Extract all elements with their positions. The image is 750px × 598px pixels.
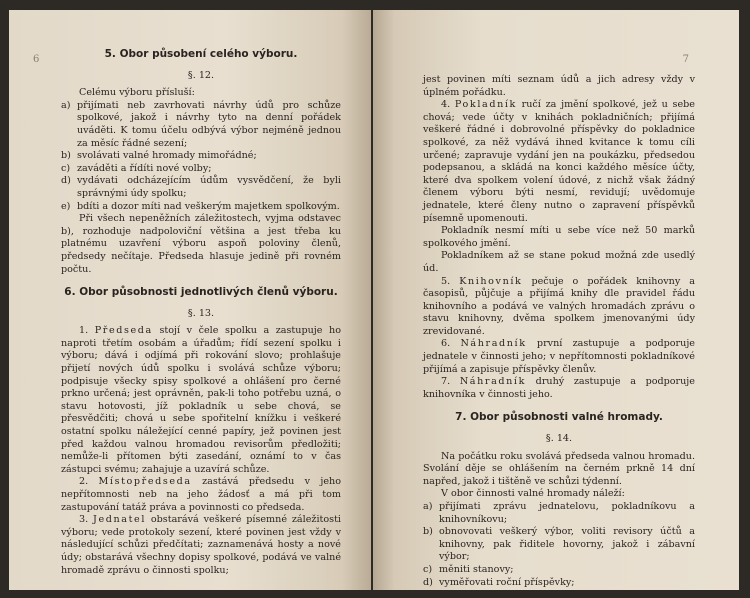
section-12-label: §. 12.: [187, 69, 215, 81]
paragraph-number: 1.: [79, 325, 89, 337]
role-term: Knihovník: [459, 275, 523, 287]
paragraph-text: ručí za jmění spolkové, jež u sebe chová; vede účty v knihách pokladničních; přijímá veškeré řádné i dobrovolné příspěvky do pokladnice spolkové, za něž vydává ihned kvitance k tomu cíli určené; zapravuje vydání jen na poukázku, předsedou podepsanou, a skládá na konci každého měsíce účty, které dva spolkem volení údové, z nichž však žádný členem výboru býti nesmí, revidují; uvědomuje jednatele, které členy nutno o zapravení příspěvků písemně upomenouti.: [423, 99, 695, 224]
list-item: [423, 564, 695, 577]
paragraph-text: zastává předsedu v jeho nepřítomnosti neb na jeho žádosť a má při tom zastupování tatáž práva a povinnosti co předseda.: [61, 476, 341, 513]
page-number: 6: [33, 54, 40, 65]
list-marker: d): [61, 175, 71, 187]
paragraph-pokladnik: [423, 99, 695, 225]
role-term: Místopředseda: [98, 476, 192, 488]
paragraph-number: 7.: [441, 376, 451, 388]
role-term: Pokladník: [454, 99, 517, 111]
list-item: [61, 150, 341, 163]
section-12-list: [61, 100, 341, 213]
list-marker: c): [423, 563, 433, 575]
paragraph-knihovnik: [423, 276, 695, 339]
section-14-list: [423, 501, 695, 589]
page-number: 7: [682, 54, 689, 65]
section-12-intro: Celému výboru přísluší:: [79, 87, 195, 99]
list-text: měniti stanovy;: [439, 563, 514, 575]
role-term: Předseda: [94, 325, 153, 337]
right-page: [373, 10, 739, 590]
paragraph-text: pečuje o pořádek knihovny a časopisů, půjčuje a přijímá knihy dle pravidel řádu knihovního a podává ve valných hromadách zprávu o stavu knihovny, dvěma spolkem jmenovanými údy zrevidované.: [423, 275, 695, 337]
paragraph-number: 4.: [441, 99, 451, 111]
heading-6: 6. Obor působnosti jednotlivých členů výboru.: [64, 286, 338, 299]
list-item: [61, 175, 341, 200]
section-13-label: §. 13.: [187, 307, 215, 319]
left-page: [9, 10, 371, 590]
paragraph-pokladnik-limit: Pokladník nesmí míti u sebe více než 50 marků spolkového jmění.: [423, 225, 695, 249]
paragraph-text: obstarává veškeré písemné záležitosti výboru; vede protokoly sezení, které povinen jest vždy v následující schůzi předčítati; zaznamenává hosty a nové údy; obstarává všechny dopisy spolkové, podává ve valné hromadě zprávu o činnosti spolku;: [61, 514, 341, 576]
list-text: zaváděti a řídíti nové volby;: [77, 162, 212, 174]
list-marker: d): [423, 576, 433, 588]
list-marker: b): [61, 150, 71, 162]
list-item: [61, 100, 341, 150]
list-marker: a): [61, 99, 71, 111]
list-marker: a): [423, 501, 433, 512]
heading-5: 5. Obor působení celého výboru.: [104, 48, 298, 60]
paragraph-nahradnik-1: [423, 338, 695, 376]
paragraph-mistopredseda: [61, 476, 341, 514]
paragraph-text: druhý zastupuje a podporuje knihovníka v činnosti jeho.: [423, 376, 695, 400]
list-marker: b): [423, 526, 433, 538]
section-14-intro: V obor činnosti valné hromady náleží:: [441, 488, 625, 500]
paragraph-number: 5.: [441, 275, 451, 287]
list-item: [61, 163, 341, 176]
section-12-paragraph: Při všech nepeněžních záležitostech, vyjma odstavec b), rozhoduje nadpoloviční většina a jest třeba ku platnému uzavření výboru aspoň poloviny členů, předsedy nečítaje. Předseda hlasuje jedině při rovném počtu.: [61, 213, 341, 275]
list-item: [423, 501, 695, 526]
list-text: vydávati odcházejícím údům vysvědčení, že byli správnými údy spolku;: [77, 175, 341, 199]
list-text: přijímati neb zavrhovati návrhy údů pro schůze spolkové, jakož i návrhy tyto na denní pořádek uváděti. K tomu účelu odbývá výbor nejméně jednou za měsíc řádné sezení;: [77, 99, 341, 149]
paragraph-number: 3.: [79, 514, 89, 526]
paragraph-text: první zastupuje a podporuje jednatele v činnosti jeho; v nepřítomnosti pokladníkové přijímá a zapisuje příspěvky členův.: [423, 338, 695, 375]
paragraph-predseda: [61, 325, 341, 476]
role-term: Náhradník: [459, 376, 527, 388]
list-text: bdíti a dozor míti nad veškerým majetkem spolkovým.: [77, 200, 340, 212]
list-marker: c): [61, 162, 71, 174]
list-text: svolávati valné hromady mimořádné;: [77, 150, 257, 162]
section-14-label: §. 14.: [545, 433, 573, 445]
list-item: [423, 526, 695, 564]
heading-7: 7. Obor působnosti valné hromady.: [455, 411, 663, 424]
list-text: přijímati zprávu jednatelovu, pokladníkovu a knihovníkovu;: [439, 501, 695, 525]
list-marker: e): [61, 200, 71, 212]
list-item: [61, 201, 341, 214]
section-14-paragraph: Na počátku roku svolává předseda valnou hromadu. Svolání děje se ohlášením na černém prkně 14 dní napřed, jakož i tištěně ve schůzi týdenní.: [423, 450, 695, 487]
paragraph-number: 6.: [441, 338, 451, 350]
paragraph-nahradnik-2: [423, 376, 695, 401]
list-text: vyměřovati roční příspěvky;: [439, 576, 575, 588]
list-item: [423, 577, 695, 590]
paragraph-pokladnik-residence: Pokladníkem až se stane pokud možná zde usedlý úd.: [423, 250, 695, 274]
paragraph-continuation: jest povinen míti seznam údů a jich adresy vždy v úplném pořádku.: [423, 74, 695, 98]
role-term: Jednatel: [93, 514, 146, 526]
paragraph-jednatel: [61, 514, 341, 577]
role-term: Náhradník: [460, 338, 527, 350]
list-text: obnovovati veškerý výbor, voliti revisory účtů a knihovny, pak řiditele hovorny, jakož i zábavní výbor;: [439, 526, 695, 563]
paragraph-number: 2.: [79, 476, 89, 488]
paragraph-text: stojí v čele spolku a zastupuje ho naproti třetím osobám a úřadům; řídí sezení spolku i výboru; dává i odjímá při rokování slovo; prohlašuje přijetí nových údů spolku i svolává schůze výboru; podpisuje všecky spisy spolkové a ohlášení pro černé prkno určená; jest oprávněn, pak-li toho potřebu uzná, o stavu hotovosti, jíž pokladník u sebe chová, se přesvědčiti; chová u sebe spořitelní knížku i veškeré ostatní spolku náležející cenné papíry, jež povinen jest před každou valnou hromadou revisorům předložiti; nemůže-li přítomen býti zasedání, oznámí to v čas zástupci svému; zahajuje a uzavírá schůze.: [61, 325, 341, 475]
